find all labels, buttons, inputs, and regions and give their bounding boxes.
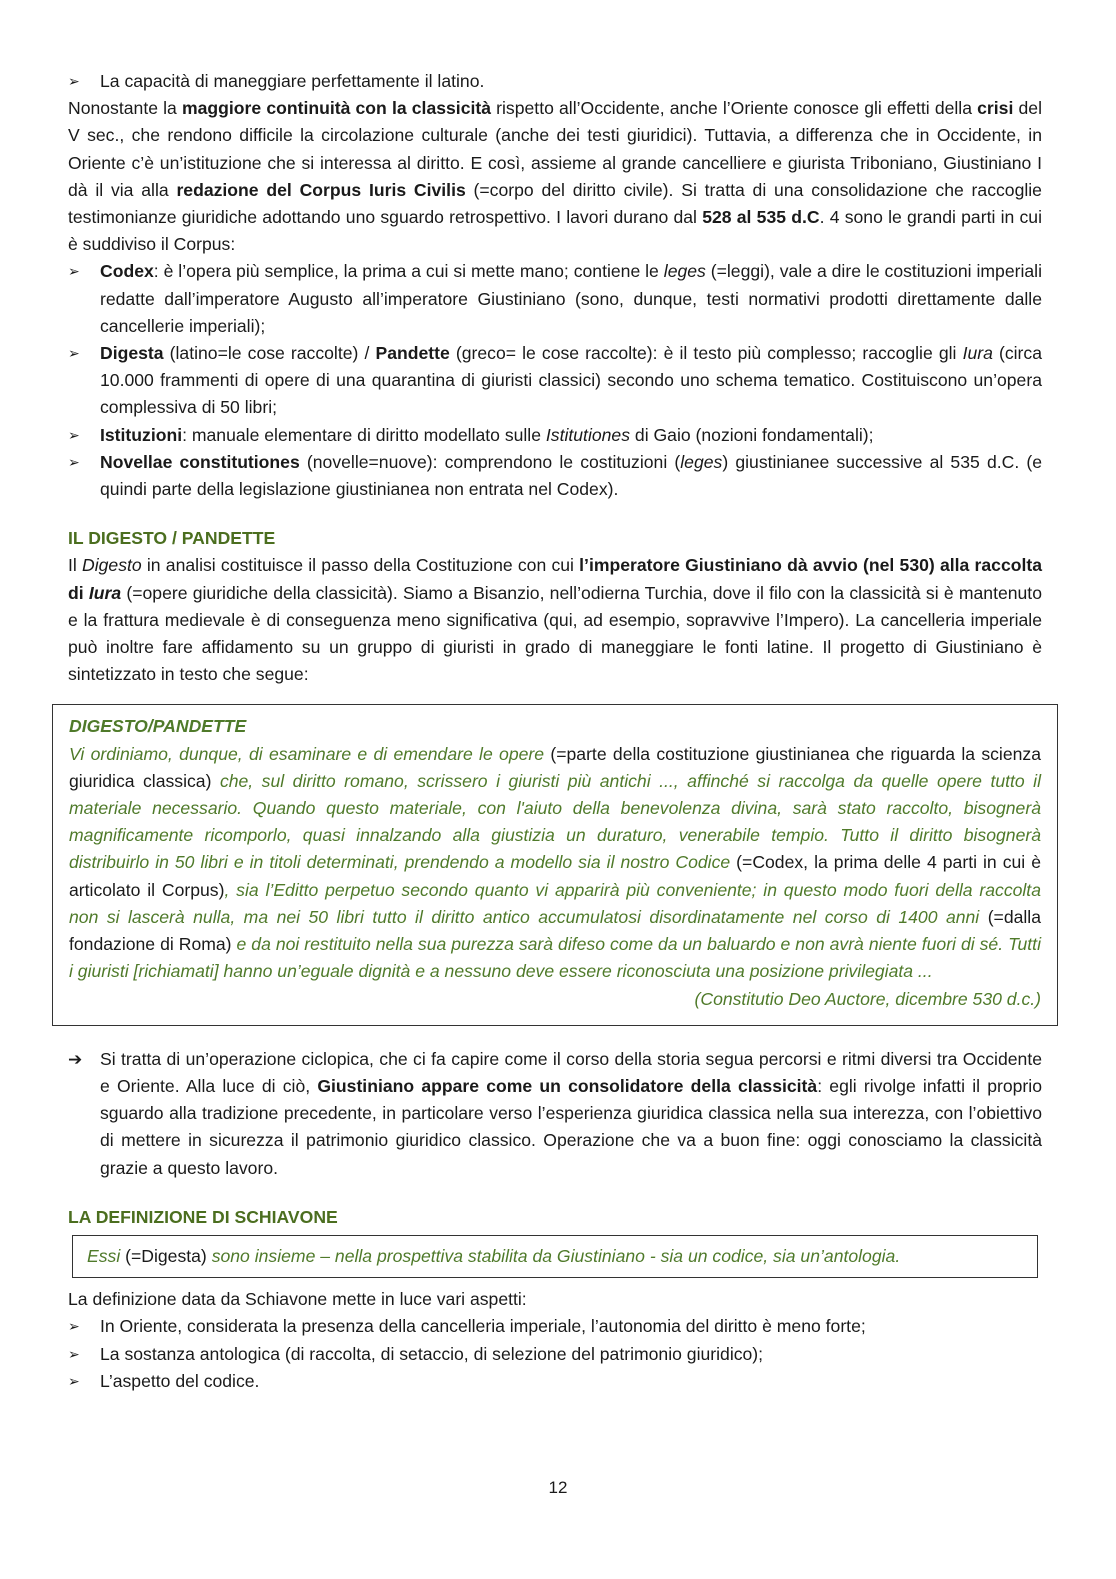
list-item-latino [68, 68, 1042, 95]
text-run: : è l’opera più semplice, la prima a cui si mette mano; contiene le [153, 261, 664, 282]
bold-run: Giustiniano appare come un consolidatore della classicità [317, 1075, 818, 1096]
text-run: (=dalla fondazione di Roma) [69, 906, 1041, 955]
paragraph-corpus-intro [68, 95, 1042, 258]
section-heading-digesto: IL DIGESTO / PANDETTE [68, 528, 276, 549]
paragraph-schiavone-intro: La definizione data da Schiavone mette in luce vari aspetti: [68, 1289, 527, 1310]
text-run: (latino=le cose raccolte) / [163, 343, 376, 364]
text-run: (novelle=nuove): comprendono le costituzioni ( [299, 451, 681, 472]
list-item [68, 1313, 1042, 1340]
text-run: . 4 sono le grandi parti in cui è suddiviso il Corpus: [68, 207, 1042, 255]
arrow-paragraph [68, 1046, 1042, 1182]
bold-run: crisi [977, 98, 1014, 119]
arrowhead-bullet-icon: ➢ [68, 1345, 80, 1362]
text-run: Si tratta di un’operazione ciclopica, che ci fa capire come il corso della storia segua percorsi e ritmi diversi tra Occidente e Oriente. Alla luce di ciò, [100, 1048, 1042, 1096]
bold-italic-run: Iura [88, 582, 122, 603]
paragraph-digesto [68, 552, 1042, 688]
text-run: rispetto all’Occidente, anche l’Oriente conosce gli effetti della [491, 98, 978, 119]
quote-run: , sia l’Editto perpetuo secondo quanto vi apparirà più conveniente; in questo modo fuori della raccolta non si lascerà nulla, ma nei 50 libri tutto il diritto antico accumulatosi disordinatamente nel corso di 1400 anni [69, 879, 1041, 927]
text-run: Il [68, 555, 83, 576]
quote-box-deo-auctore [52, 704, 1058, 1025]
bold-run: l’imperatore Giustiniano dà avvio (nel 530) alla raccolta di [68, 555, 1043, 603]
arrowhead-bullet-icon: ➢ [68, 1318, 80, 1335]
text-run: in analisi costituisce il passo della Costituzione con cui [141, 555, 580, 576]
quote-run: Essi [87, 1245, 121, 1266]
quote-heading: DIGESTO/PANDETTE [69, 716, 247, 737]
text-run: (circa 10.000 frammenti di opere di una quarantina di giuristi classici) secondo uno schema tematico. Costituiscono un’opera complessiva di 50 libri; [100, 343, 1042, 418]
list-item-text: In Oriente, considerata la presenza della cancelleria imperiale, l’autonomia del diritto è meno forte; [100, 1316, 866, 1337]
bold-run: maggiore continuità con la classicità [181, 98, 492, 119]
text-run: : manuale elementare di diritto modellato sulle [182, 424, 546, 445]
text-run: Nonostante la [68, 98, 182, 119]
quote-run: e da noi restituito nella sua purezza sarà difeso come da un baluardo e non avrà niente fuori di sé. Tutti i giuristi [richiamati] hanno un’eguale dignità e a nessuno deve essere riconosciuta una posizione privilegiata ... [69, 934, 1041, 982]
arrowhead-bullet-icon: ➢ [68, 453, 80, 470]
arrowhead-bullet-icon: ➢ [68, 263, 80, 280]
italic-run: leges [680, 451, 723, 472]
document-page [68, 68, 1042, 1395]
italic-run: Istitutiones [545, 424, 631, 445]
text-run: (=parte della costituzione giustinianea che riguarda la scienza giuridica classica) [69, 743, 1041, 791]
bold-run: redazione del Corpus Iuris Civilis [176, 179, 466, 200]
list-item-istituzioni [68, 422, 1042, 449]
text-run: ) giustinianee successive al 535 d.C. (e quindi parte della legislazione giustinianea non entrata nel Codex). [100, 451, 1043, 500]
arrowhead-bullet-icon: ➢ [68, 426, 80, 443]
text-run: (=Digesta) [120, 1245, 212, 1266]
bold-run: Codex [100, 261, 154, 282]
italic-run: leges [663, 261, 706, 282]
text-run: (=opere giuridiche della classicità). Siamo a Bisanzio, nell’odierna Turchia, dove il filo con la classicità si è mantenuto e la frattura medievale è di conseguenza meno significativa (qui, ad esempio, sopravvive l’Impero). La cancelleria imperiale può inoltre fare affidamento su un gruppo di giuristi in grado di maneggiare le fonti latine. Il progetto di Giustiniano è sintetizzato in testo che segue: [68, 582, 1042, 685]
italic-run: Iura [962, 343, 993, 364]
text-run: (greco= le cose raccolte): è il testo più complesso; raccoglie gli [449, 343, 963, 364]
right-arrow-icon: ➔ [68, 1049, 83, 1069]
list-item-digesta [68, 340, 1042, 422]
text-run: (=Codex, la prima delle 4 parti in cui è articolato il Corpus) [69, 852, 1041, 900]
arrowhead-bullet-icon: ➢ [68, 1372, 80, 1389]
arrowhead-bullet-icon: ➢ [68, 73, 80, 89]
text-run: (=corpo del diritto civile). Si tratta di una consolidazione che raccoglie testimonianze giuridiche adottando uno sguardo retrospettivo. I lavori durano dal [68, 179, 1042, 228]
italic-run: Digesto [82, 555, 142, 576]
quote-run: che, sul diritto romano, scrissero i giuristi più antichi ..., affinché si raccolga da quelle opere tutto il materiale necessario. Quando questo materiale, con l'aiuto della benevolenza divina, sarà stato raccolto, bisognerà magnificamente ricomporlo, quasi innalzando alla giustizia un duraturo, venerabile tempio. Tutto il diritto bisognerà distribuirlo in 50 libri e in titoli determinati, prendendo a modello sia il nostro Codice [69, 770, 1041, 873]
list-item-codex [68, 258, 1042, 340]
bold-run: Istituzioni [100, 424, 183, 445]
list-item-text: La capacità di maneggiare perfettamente il latino. [100, 71, 485, 91]
text-run: di Gaio (nozioni fondamentali); [630, 424, 874, 445]
text-run: del V sec., che rendono difficile la circolazione culturale (anche dei testi giuridici). Tuttavia, a differenza che in Occidente, in Oriente c’è un’istituzione che si interessa al diritto. E così, assieme al grande cancelliere e giurista Triboniano, Giustiniano I dà il via alla [68, 98, 1042, 200]
arrowhead-bullet-icon: ➢ [68, 345, 80, 362]
quote-run: sono insieme – nella prospettiva stabilita da Giustiniano - sia un codice, sia un’antologia. [211, 1245, 901, 1266]
text-run: (=leggi), vale a dire le costituzioni imperiali redatte dall’imperatore Augusto all’imperatore Giustiniano (sono, dunque, testi normativi prodotti direttamente dalle cancellerie imperiali); [100, 261, 1042, 336]
text-run: : egli rivolge infatti il proprio sguardo alla tradizione precedente, in particolare verso l’esperienza giuridica classica nella sua interezza, con l’obiettivo di mettere in sicurezza il patrimonio giuridico classico. Operazione che va a buon fine: oggi conosciamo la classicità grazie a questo lavoro. [100, 1075, 1042, 1178]
quote-text [69, 741, 1041, 986]
bold-run: Novellae constitutiones [100, 451, 300, 472]
quote-source: (Constitutio Deo Auctore, dicembre 530 d.c.) [694, 988, 1041, 1009]
list-item [68, 1368, 1042, 1395]
list-item-text: La sostanza antologica (di raccolta, di setaccio, di selezione del patrimonio giuridico); [100, 1343, 764, 1364]
bold-run: 528 al 535 d.C [702, 207, 820, 228]
page-number: 12 [548, 1478, 568, 1497]
bold-run: Pandette [375, 343, 450, 364]
list-item-text: L’aspetto del codice. [100, 1370, 260, 1391]
list-item [68, 1341, 1042, 1368]
quote-run: Vi ordiniamo, dunque, di esaminare e di emendare le opere [69, 743, 545, 764]
section-heading-schiavone: LA DEFINIZIONE DI SCHIAVONE [68, 1206, 338, 1227]
bold-run: Digesta [100, 343, 164, 364]
list-item-novellae [68, 449, 1042, 503]
definition-box [72, 1235, 1038, 1278]
